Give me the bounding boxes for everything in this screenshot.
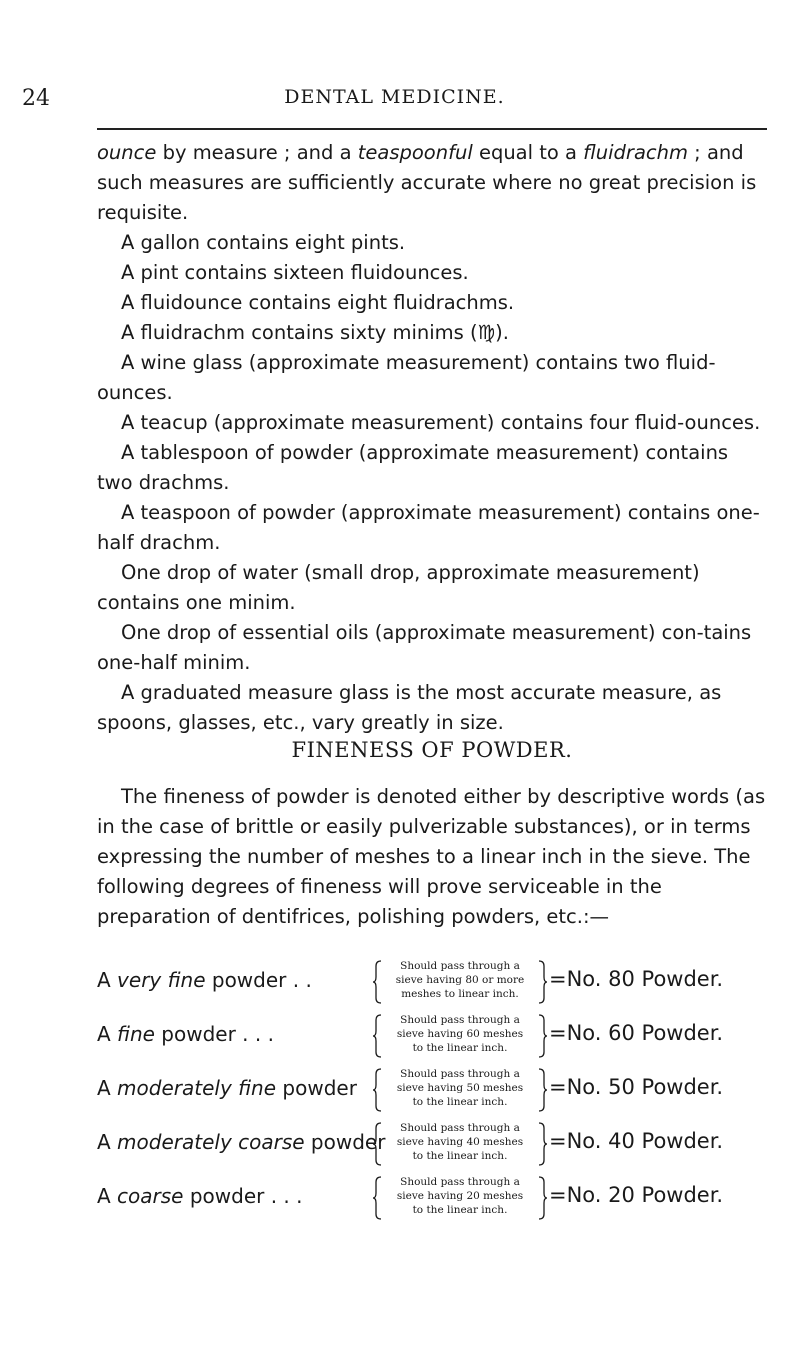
- measure-line: A fluidrachm contains sixty minims (♍).: [121, 321, 509, 344]
- desc-line: to the linear inch.: [412, 1204, 508, 1216]
- desc-line: sieve having 20 meshes: [396, 1190, 524, 1202]
- grade-label: [97, 968, 312, 992]
- grade-suffix: powder: [183, 1184, 265, 1208]
- right-brace: [538, 960, 548, 1004]
- grade-result: =No. 20 Powder.: [549, 1183, 724, 1207]
- grade-description: [380, 1067, 540, 1109]
- grade-term: fine: [117, 1022, 155, 1046]
- measure-line: A graduated measure glass is the most accurate measure, as spoons, glasses, etc., vary greatly in size.: [97, 681, 722, 734]
- desc-line: Should pass through a: [400, 1068, 520, 1080]
- grade-description: [380, 959, 540, 1001]
- opening-term-ounce: ounce: [97, 141, 157, 164]
- measure-line: A gallon contains eight pints.: [121, 231, 406, 254]
- table-row: [97, 1012, 777, 1062]
- grade-result: =No. 50 Powder.: [549, 1075, 724, 1099]
- fineness-table: [97, 958, 777, 1228]
- header-rule: [97, 128, 767, 130]
- right-brace: [538, 1122, 548, 1166]
- grade-leader: . .: [286, 968, 312, 992]
- desc-line: to the linear inch.: [412, 1042, 508, 1054]
- grade-result: =No. 80 Powder.: [549, 967, 724, 991]
- grade-suffix: powder: [304, 1130, 386, 1154]
- grade-label: [97, 1076, 357, 1100]
- measure-line: One drop of essential oils (approximate measurement) con-tains one-half minim.: [97, 621, 752, 674]
- measure-line: A fluidounce contains eight fluidrachms.: [121, 291, 515, 314]
- opening-term-teaspoonful: teaspoonful: [357, 141, 473, 164]
- grade-term: very fine: [117, 968, 206, 992]
- desc-line: to the linear inch.: [412, 1096, 508, 1108]
- grade-description: [380, 1121, 540, 1163]
- desc-line: sieve having 40 meshes: [396, 1136, 524, 1148]
- opening-paragraph: [97, 138, 767, 228]
- opening-text-2: equal to a: [472, 141, 584, 164]
- right-brace: [538, 1068, 548, 1112]
- measure-line: A wine glass (approximate measurement) contains two fluid-ounces.: [97, 351, 716, 404]
- desc-line: Should pass through a: [400, 1122, 520, 1134]
- desc-line: to the linear inch.: [412, 1150, 508, 1162]
- grade-description: [380, 1175, 540, 1217]
- grade-leader: . . .: [235, 1022, 274, 1046]
- desc-line: Should pass through a: [400, 1176, 520, 1188]
- table-row: [97, 1066, 777, 1116]
- opening-text-3: ;: [687, 141, 701, 164]
- fineness-paragraph: The fineness of powder is denoted either by descriptive words (as in the case of brittle or easily pulverizable substances), or in terms expressing the number of meshes to a linear inch in the sieve. The following degrees of fineness will prove serviceable in the preparation of dentifrices, polishing powders, etc.:—: [97, 785, 766, 928]
- grade-prefix: A: [97, 1184, 118, 1208]
- desc-line: Should pass through a: [400, 1014, 520, 1026]
- right-brace: [538, 1014, 548, 1058]
- grade-prefix: A: [97, 1076, 118, 1100]
- measures-section: [97, 138, 767, 738]
- table-row: [97, 1120, 777, 1170]
- grade-suffix: powder: [276, 1076, 357, 1100]
- grade-term: coarse: [117, 1184, 184, 1208]
- grade-description: [380, 1013, 540, 1055]
- table-row: [97, 1174, 777, 1224]
- page-header: [22, 86, 767, 116]
- measure-line: A pint contains sixteen fluidounces.: [121, 261, 469, 284]
- grade-prefix: A: [97, 1022, 118, 1046]
- section-title: FINENESS OF POWDER.: [291, 738, 573, 762]
- grade-label: [97, 1184, 303, 1208]
- grade-suffix: powder: [205, 968, 287, 992]
- grade-term: moderately coarse: [117, 1130, 305, 1154]
- measure-line: One drop of water (small drop, approximate measurement) contains one minim.: [97, 561, 700, 614]
- desc-line: sieve having 60 meshes: [396, 1028, 524, 1040]
- fineness-section: [97, 782, 767, 932]
- opening-term-fluidrachm: fluidrachm: [583, 141, 688, 164]
- desc-line: Should pass through a: [400, 960, 520, 972]
- opening-rest: and such measures are sufficiently accurate where no great precision is requisite.: [97, 141, 757, 224]
- measure-line: A teaspoon of powder (approximate measurement) contains one-half drachm.: [97, 501, 760, 554]
- grade-result: =No. 60 Powder.: [549, 1021, 724, 1045]
- grade-result: =No. 40 Powder.: [549, 1129, 724, 1153]
- desc-line: meshes to linear inch.: [401, 988, 519, 1000]
- grade-leader: . . .: [264, 1184, 303, 1208]
- grade-label: [97, 1022, 274, 1046]
- desc-line: sieve having 80 or more: [395, 974, 525, 986]
- desc-line: sieve having 50 meshes: [396, 1082, 524, 1094]
- page-number: 24: [22, 86, 50, 111]
- measure-line: A teacup (approximate measurement) contains four fluid-ounces.: [121, 411, 761, 434]
- measure-line: A tablespoon of powder (approximate measurement) contains two drachms.: [97, 441, 729, 494]
- running-head: DENTAL MEDICINE.: [284, 86, 505, 108]
- right-brace: [538, 1176, 548, 1220]
- grade-suffix: powder: [154, 1022, 236, 1046]
- grade-label: [97, 1130, 385, 1154]
- grade-prefix: A: [97, 1130, 118, 1154]
- grade-term: moderately fine: [117, 1076, 277, 1100]
- opening-text-1: by measure ; and a: [156, 141, 358, 164]
- table-row: [97, 958, 777, 1008]
- grade-prefix: A: [97, 968, 118, 992]
